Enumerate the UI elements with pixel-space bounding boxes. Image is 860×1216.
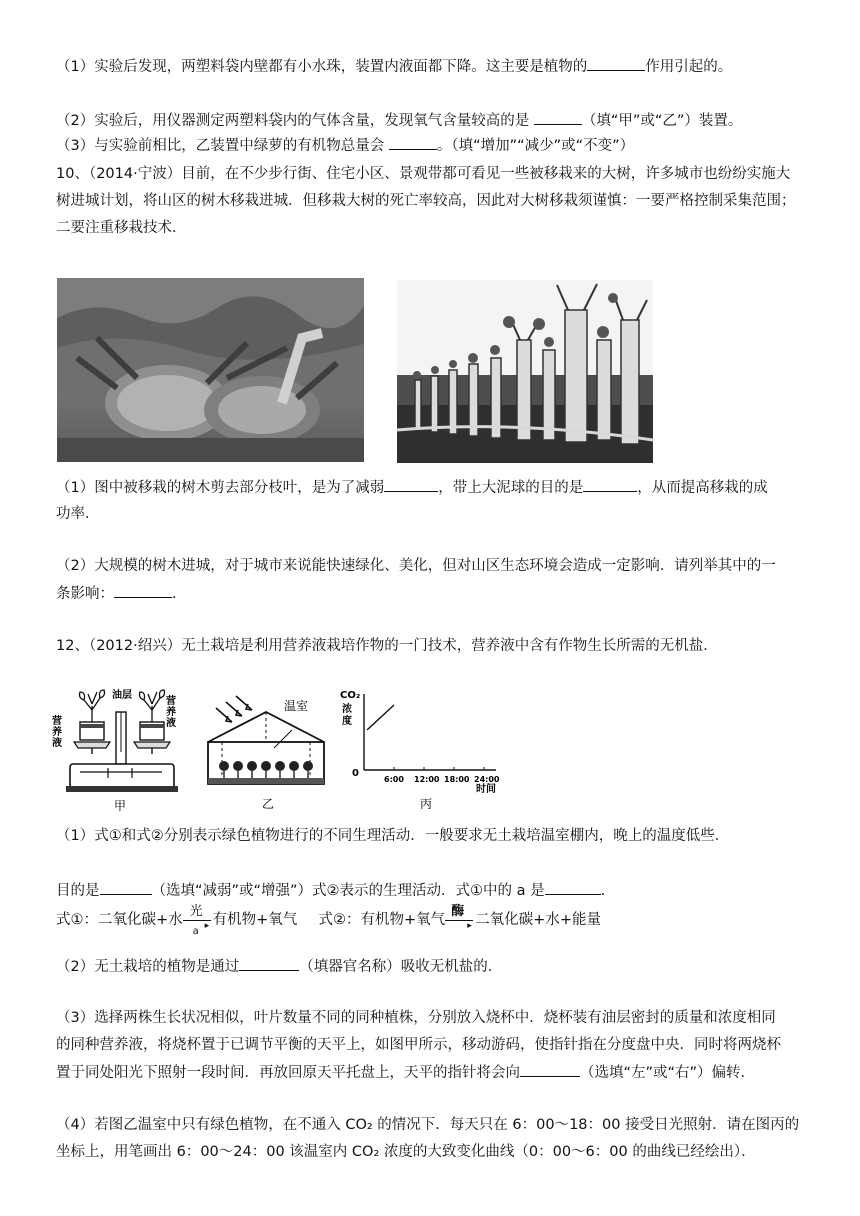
bing-ylabel-2: 度 (342, 716, 352, 727)
yi-greenhouse-label: 温室 (284, 699, 309, 713)
q9-part2: （2）实验后，用仪器测定两塑料袋内的气体含量，发现氧气含量较高的是 （填“甲”或“乙”）装置。 (56, 110, 742, 131)
answer-blank[interactable] (100, 880, 152, 895)
q10-part2-line2: 条影响： ． (56, 583, 187, 604)
jia-left-label-2: 养 (52, 727, 62, 738)
bing-x-tick-label: 12:00 (414, 775, 440, 784)
figure-yi-greenhouse (202, 690, 337, 812)
figure-jia-balance (50, 682, 185, 812)
q12-part1-line2: 目的是 （选填“减弱”或“增强”）式②表示的生理活动．式①中的 a 是 ． (56, 880, 615, 901)
eq2-arrow: 酶 ▸ (445, 910, 475, 930)
jia-right-label-3: 液 (166, 718, 176, 729)
q10-intro-line2: 树进城计划，将山区的树木移栽进城．但移栽大树的死亡率较高，因此对大树移栽须谨慎：一要严格控制采集范围； (56, 193, 796, 209)
jia-right-label-2: 养 (166, 707, 176, 718)
bing-ylabel-co2: CO₂ (340, 690, 361, 701)
jia-right-label-1: 营 (166, 696, 176, 707)
answer-blank[interactable] (239, 956, 299, 971)
answer-blank[interactable] (384, 477, 438, 492)
answer-blank[interactable] (587, 56, 645, 71)
q12-part1-line1: （1）式①和式②分别表示绿色植物进行的不同生理活动．一般要求无土栽培温室棚内，晚上的温度低些． (56, 828, 730, 844)
bing-origin: 0 (352, 768, 359, 779)
q10-part1-line2: 功率． (56, 506, 100, 522)
jia-left-label-1: 营 (52, 716, 62, 727)
q9-part3: （3）与实验前相比，乙装置中绿萝的有机物总量会 。（填“增加”“减少”或“不变”） (56, 135, 634, 156)
bing-x-tick-label: 18:00 (444, 775, 470, 784)
q12-part3-line2: 的同种营养液，将烧杯置于已调节平衡的天平上，如图甲所示，移动游码，使指针指在分度盘中央．同时将两烧杯 (56, 1037, 781, 1053)
answer-blank[interactable] (583, 477, 637, 492)
jia-left-label-3: 液 (52, 738, 62, 749)
answer-blank[interactable] (545, 880, 601, 895)
bing-x-tick-label: 6:00 (384, 775, 404, 784)
q9-part1: （1）实验后发现，两塑料袋内壁都有小水珠，装置内液面都下降。这主要是植物的 作用引起的。 (56, 56, 732, 77)
bing-caption: 丙 (420, 797, 433, 811)
figure-bing-co2-chart (336, 688, 506, 814)
answer-blank[interactable] (534, 110, 582, 125)
bing-xlabel: 时间 (476, 784, 496, 795)
photo-pruned-tree-trunks (397, 280, 653, 463)
q10-intro-line3: 二要注重移栽技术． (56, 220, 187, 236)
q12-intro: 12、（2012·绍兴）无土栽培是利用营养液栽培作物的一门技术，营养液中含有作物生长所需的无机盐． (56, 638, 718, 654)
q12-equations: 式①：二氧化碳+水 光 ▸ a 有机物+氧气 式②：有机物+氧气 酶 ▸ 二氧化碳+水+能量 (56, 904, 601, 937)
q12-part3-line3: 置于同处阳光下照射一段时间．再放回原天平托盘上，天平的指针将会向 （选填“左”或“右”）偏转． (56, 1062, 755, 1083)
yi-caption: 乙 (262, 797, 275, 811)
q10-part2-line1: （2）大规模的树木进城，对于城市来说能快速绿化、美化，但对山区生态环境会造成一定影响．请列举其中的一 (56, 558, 776, 574)
answer-blank[interactable] (114, 583, 172, 598)
q12-part2: （2）无土栽培的植物是通过 （填器官名称）吸收无机盐的． (56, 956, 502, 977)
bing-existing-curve (367, 705, 394, 730)
bing-ylabel-1: 浓 (342, 704, 352, 715)
bing-x-tick-label: 24:00 (474, 775, 500, 784)
answer-blank[interactable] (389, 135, 437, 150)
q12-part4-line1: （4）若图乙温室中只有绿色植物，在不通入 CO₂ 的情况下．每天只在 6：00～18：00 接受日光照射．请在图丙的 (56, 1117, 800, 1133)
photo-transplanted-trees-rootballs (57, 278, 364, 462)
eq1-arrow: 光 ▸ a (183, 910, 213, 930)
jia-caption: 甲 (114, 799, 127, 812)
q12-part4-line2: 坐标上，用笔画出 6：00～24：00 该温室内 CO₂ 浓度的大致变化曲线（0：00～6：00 的曲线已经绘出）． (56, 1144, 756, 1160)
q10-part1-line1: （1）图中被移栽的树木剪去部分枝叶，是为了减弱 ，带上大泥球的目的是 ，从而提高移栽的成 (56, 477, 768, 498)
q12-part3-line1: （3）选择两株生长状况相似，叶片数量不同的同种植株，分别放入烧杯中．烧杯装有油层密封的质量和浓度相同 (56, 1010, 776, 1026)
jia-oil-label: 油层 (112, 690, 132, 701)
answer-blank[interactable] (520, 1062, 580, 1077)
q10-intro-line1: 10、（2014·宁波）目前，在不少步行街、住宅小区、景观带都可看见一些被移栽来的大树，许多城市也纷纷实施大 (56, 166, 791, 182)
